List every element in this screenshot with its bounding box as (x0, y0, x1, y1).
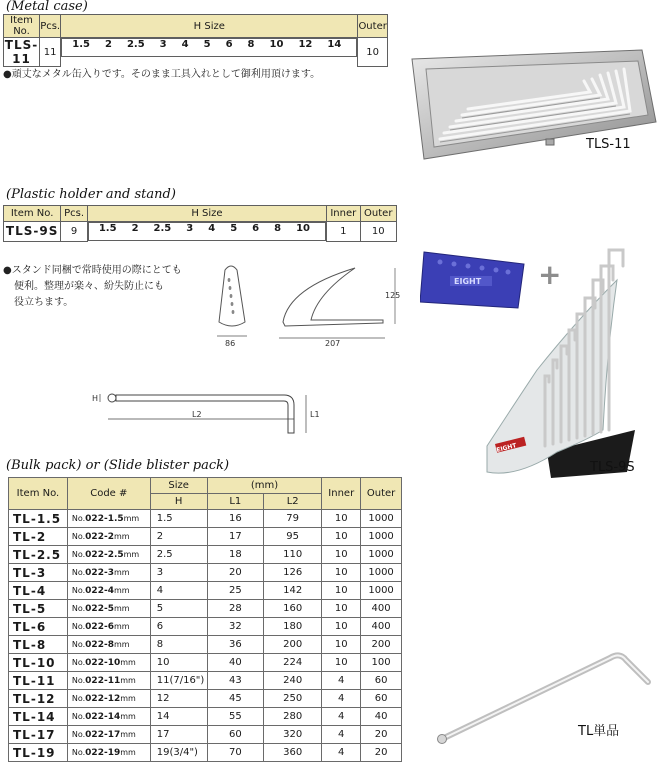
header-item-no: Item No. (9, 478, 68, 510)
h-size-cell: 4 (150, 582, 207, 600)
l1-cell: 70 (207, 744, 263, 762)
plus-icon: + (538, 258, 562, 291)
l1-cell: 45 (207, 690, 263, 708)
h-size-cell: 2.5 (150, 546, 207, 564)
h-size-cell: 17 (150, 726, 207, 744)
outer-cell: 20 (361, 744, 402, 762)
item-no-cell: TL-2.5 (9, 546, 68, 564)
wrench-dimension-diagram (88, 385, 328, 440)
note-line-1: ●スタンド同梱で常時使用の際にとても (3, 265, 182, 276)
item-no-cell: TL-19 (9, 744, 68, 762)
h-size-cell: 12 (150, 690, 207, 708)
h-size-value: 8 (247, 39, 255, 50)
l1-cell: 60 (207, 726, 263, 744)
single-wrench-photo (430, 640, 658, 750)
table-row (9, 582, 402, 600)
item-no-cell: TL-8 (9, 636, 68, 654)
table-row (9, 672, 402, 690)
code-number: 022-5 (85, 603, 114, 614)
code-unit: mm (123, 549, 140, 559)
table-row (9, 564, 402, 582)
header-inner: Inner (327, 206, 361, 222)
h-size-list (61, 38, 357, 57)
code-prefix: No. (71, 531, 86, 541)
h-size-cell: 10 (150, 654, 207, 672)
h-size-value: 1.5 (98, 223, 117, 234)
item-no-cell: TL-11 (9, 672, 68, 690)
code-cell (67, 654, 150, 672)
inner-cell: 10 (322, 618, 361, 636)
h-size-value: 10 (296, 223, 311, 234)
h-size-cell: 1.5 (150, 510, 207, 528)
h-size-value: 6 (225, 39, 233, 50)
l2-cell: 280 (263, 708, 321, 726)
l1-cell: 16 (207, 510, 263, 528)
outer-cell: 200 (361, 636, 402, 654)
item-no-cell: TL-17 (9, 726, 68, 744)
l2-cell: 126 (263, 564, 321, 582)
h-size-cell: 2 (150, 528, 207, 546)
code-cell (67, 546, 150, 564)
header-h-size: H Size (61, 15, 358, 38)
code-cell (67, 618, 150, 636)
code-number: 022-10 (85, 657, 121, 668)
code-cell (67, 564, 150, 582)
h-size-value: 4 (208, 223, 216, 234)
item-no-cell: TL-14 (9, 708, 68, 726)
code-cell (67, 636, 150, 654)
h-size-value: 5 (230, 223, 238, 234)
code-prefix: No. (71, 567, 86, 577)
table-row (9, 690, 402, 708)
code-unit: mm (123, 513, 140, 523)
table-row (9, 744, 402, 762)
h-size-value: 2.5 (126, 39, 145, 50)
header-outer: Outer (360, 206, 396, 222)
plastic-holder-table (3, 205, 397, 242)
code-number: 022-2 (85, 531, 114, 542)
code-prefix: No. (71, 549, 86, 559)
l2-cell: 160 (263, 600, 321, 618)
tls-9s-caption: TLS-9S (590, 460, 635, 475)
l1-cell: 32 (207, 618, 263, 636)
code-number: 022-1.5 (85, 513, 124, 524)
h-size-value: 4 (181, 39, 189, 50)
inner-cell: 4 (322, 726, 361, 744)
code-cell (67, 510, 150, 528)
code-number: 022-8 (85, 639, 114, 650)
l2-cell: 320 (263, 726, 321, 744)
inner-cell: 4 (322, 708, 361, 726)
stand-photo (477, 240, 642, 486)
code-cell (67, 690, 150, 708)
l2-cell: 200 (263, 636, 321, 654)
code-unit: mm (113, 567, 130, 577)
outer-value: 10 (358, 38, 388, 67)
code-unit: mm (113, 531, 130, 541)
inner-cell: 10 (322, 636, 361, 654)
outer-cell: 400 (361, 600, 402, 618)
header-inner: Inner (322, 478, 361, 510)
h-size-cell: 19(3/4") (150, 744, 207, 762)
h-size-value: 3 (186, 223, 194, 234)
outer-cell: 60 (361, 690, 402, 708)
holder-logo: EIGHT (454, 277, 482, 286)
inner-cell: 10 (322, 528, 361, 546)
l2-cell: 142 (263, 582, 321, 600)
stand-logo: EIGHT (495, 442, 518, 454)
code-prefix: No. (71, 729, 86, 739)
l1-cell: 36 (207, 636, 263, 654)
code-cell (67, 726, 150, 744)
header-pcs: Pcs. (40, 15, 61, 38)
outer-cell: 1000 (361, 564, 402, 582)
h-size-list (88, 222, 326, 241)
l2-cell: 95 (263, 528, 321, 546)
h-size-value: 10 (269, 39, 284, 50)
tls-11-caption: TLS-11 (586, 137, 631, 152)
inner-cell: 10 (322, 654, 361, 672)
code-number: 022-17 (85, 729, 121, 740)
inner-cell: 10 (322, 546, 361, 564)
table-row (9, 546, 402, 564)
outer-cell: 1000 (361, 528, 402, 546)
l1-cell: 25 (207, 582, 263, 600)
code-cell (67, 528, 150, 546)
code-number: 022-6 (85, 621, 114, 632)
code-unit: mm (113, 621, 130, 631)
h-size-cell: 5 (150, 600, 207, 618)
outer-cell: 40 (361, 708, 402, 726)
code-number: 022-2.5 (85, 549, 124, 560)
code-unit: mm (113, 585, 130, 595)
item-no-cell: TL-10 (9, 654, 68, 672)
header-size: Size (150, 478, 207, 494)
l1-cell: 55 (207, 708, 263, 726)
l2-cell: 180 (263, 618, 321, 636)
outer-cell: 100 (361, 654, 402, 672)
code-number: 022-11 (85, 675, 121, 686)
l1-cell: 28 (207, 600, 263, 618)
code-number: 022-12 (85, 693, 121, 704)
l1-dim-label: L1 (310, 410, 320, 419)
header-mm: (mm) (207, 478, 322, 494)
item-no-cell: TL-12 (9, 690, 68, 708)
outer-cell: 400 (361, 618, 402, 636)
h-size-value: 5 (203, 39, 211, 50)
h-dim-label: H (92, 394, 99, 403)
h-size-cell: 11(7/16") (150, 672, 207, 690)
h-size-cell: 8 (150, 636, 207, 654)
model-tls-11: TLS-11 (4, 38, 39, 66)
header-item-no: Item No. (4, 15, 40, 38)
inner-cell: 10 (322, 510, 361, 528)
inner-value: 1 (327, 222, 361, 242)
h-size-value: 2 (131, 223, 139, 234)
note-line-2: 便利。整理が楽々、紛失防止にも (14, 281, 164, 292)
h-size-value: 12 (298, 39, 313, 50)
table-row (9, 726, 402, 744)
pcs-value: 9 (61, 222, 88, 242)
table-row (9, 510, 402, 528)
item-no-cell: TL-1.5 (9, 510, 68, 528)
table-row (9, 528, 402, 546)
code-prefix: No. (71, 711, 86, 721)
bulk-pack-title: (Bulk pack) or (Slide blister pack) (6, 458, 230, 473)
header-l1: L1 (207, 494, 263, 510)
inner-cell: 4 (322, 690, 361, 708)
l1-cell: 18 (207, 546, 263, 564)
table-row (9, 600, 402, 618)
code-unit: mm (120, 747, 136, 757)
header-outer: Outer (358, 15, 388, 38)
outer-cell: 1000 (361, 510, 402, 528)
l2-cell: 224 (263, 654, 321, 672)
code-number: 022-19 (85, 747, 121, 758)
outer-cell: 20 (361, 726, 402, 744)
header-h-size: H Size (87, 206, 326, 222)
code-prefix: No. (71, 585, 86, 595)
item-no-cell: TL-2 (9, 528, 68, 546)
model-tls-9s: TLS-9S (4, 222, 61, 242)
header-code: Code # (67, 478, 150, 510)
note-line-3: 役立ちます。 (14, 297, 74, 308)
outer-cell: 1000 (361, 582, 402, 600)
code-prefix: No. (71, 657, 86, 667)
code-unit: mm (113, 603, 130, 613)
h-size-cell: 14 (150, 708, 207, 726)
pcs-value: 11 (40, 38, 61, 67)
metal-case-note: ●頑丈なメタル缶入りです。そのまま工具入れとして御利用頂けます。 (3, 69, 321, 80)
item-no-cell: TL-3 (9, 564, 68, 582)
code-unit: mm (120, 657, 136, 667)
length-label: 207 (325, 339, 341, 348)
code-unit: mm (120, 711, 136, 721)
h-size-value: 6 (252, 223, 260, 234)
code-unit: mm (120, 693, 136, 703)
outer-cell: 60 (361, 672, 402, 690)
h-size-cell: 6 (150, 618, 207, 636)
tl-single-caption: TL単品 (578, 724, 620, 739)
code-cell (67, 600, 150, 618)
code-cell (67, 582, 150, 600)
l2-cell: 110 (263, 546, 321, 564)
h-size-value: 2.5 (153, 223, 172, 234)
header-h: H (150, 494, 207, 510)
code-unit: mm (120, 675, 136, 685)
height-label: 125 (385, 291, 401, 300)
code-cell (67, 744, 150, 762)
l1-cell: 43 (207, 672, 263, 690)
code-prefix: No. (71, 621, 86, 631)
code-prefix: No. (71, 675, 86, 685)
code-prefix: No. (71, 639, 86, 649)
header-outer: Outer (361, 478, 402, 510)
header-pcs: Pcs. (61, 206, 88, 222)
item-no-cell: TL-4 (9, 582, 68, 600)
code-prefix: No. (71, 603, 86, 613)
width-label: 86 (225, 339, 236, 348)
code-prefix: No. (71, 693, 86, 703)
header-l2: L2 (263, 494, 321, 510)
l2-cell: 250 (263, 690, 321, 708)
stand-dimension-drawing (205, 260, 410, 350)
code-number: 022-3 (85, 567, 114, 578)
l2-dim-label: L2 (192, 410, 202, 419)
inner-cell: 10 (322, 582, 361, 600)
inner-cell: 10 (322, 564, 361, 582)
metal-case-table (3, 14, 388, 67)
item-no-cell: TL-6 (9, 618, 68, 636)
code-number: 022-14 (85, 711, 121, 722)
code-cell (67, 708, 150, 726)
table-row (9, 654, 402, 672)
l1-cell: 17 (207, 528, 263, 546)
inner-cell: 4 (322, 672, 361, 690)
code-unit: mm (120, 729, 136, 739)
h-size-value: 14 (327, 39, 342, 50)
outer-value: 10 (360, 222, 396, 242)
table-row (9, 636, 402, 654)
code-number: 022-4 (85, 585, 114, 596)
h-size-value: 2 (104, 39, 112, 50)
code-cell (67, 672, 150, 690)
l1-cell: 20 (207, 564, 263, 582)
h-size-value: 3 (159, 39, 167, 50)
table-row (9, 618, 402, 636)
metal-case-title: (Metal case) (6, 0, 88, 14)
plastic-holder-note (3, 263, 213, 311)
item-no-cell: TL-5 (9, 600, 68, 618)
l2-cell: 79 (263, 510, 321, 528)
header-item-no: Item No. (4, 206, 61, 222)
bulk-pack-table (8, 477, 402, 762)
code-unit: mm (113, 639, 130, 649)
l2-cell: 240 (263, 672, 321, 690)
table-row (9, 708, 402, 726)
plastic-holder-title: (Plastic holder and stand) (6, 187, 176, 202)
inner-cell: 4 (322, 744, 361, 762)
l1-cell: 40 (207, 654, 263, 672)
code-prefix: No. (71, 747, 86, 757)
code-prefix: No. (71, 513, 86, 523)
h-size-value: 1.5 (72, 39, 90, 50)
outer-cell: 1000 (361, 546, 402, 564)
h-size-value: 8 (274, 223, 282, 234)
inner-cell: 10 (322, 600, 361, 618)
h-size-cell: 3 (150, 564, 207, 582)
l2-cell: 360 (263, 744, 321, 762)
